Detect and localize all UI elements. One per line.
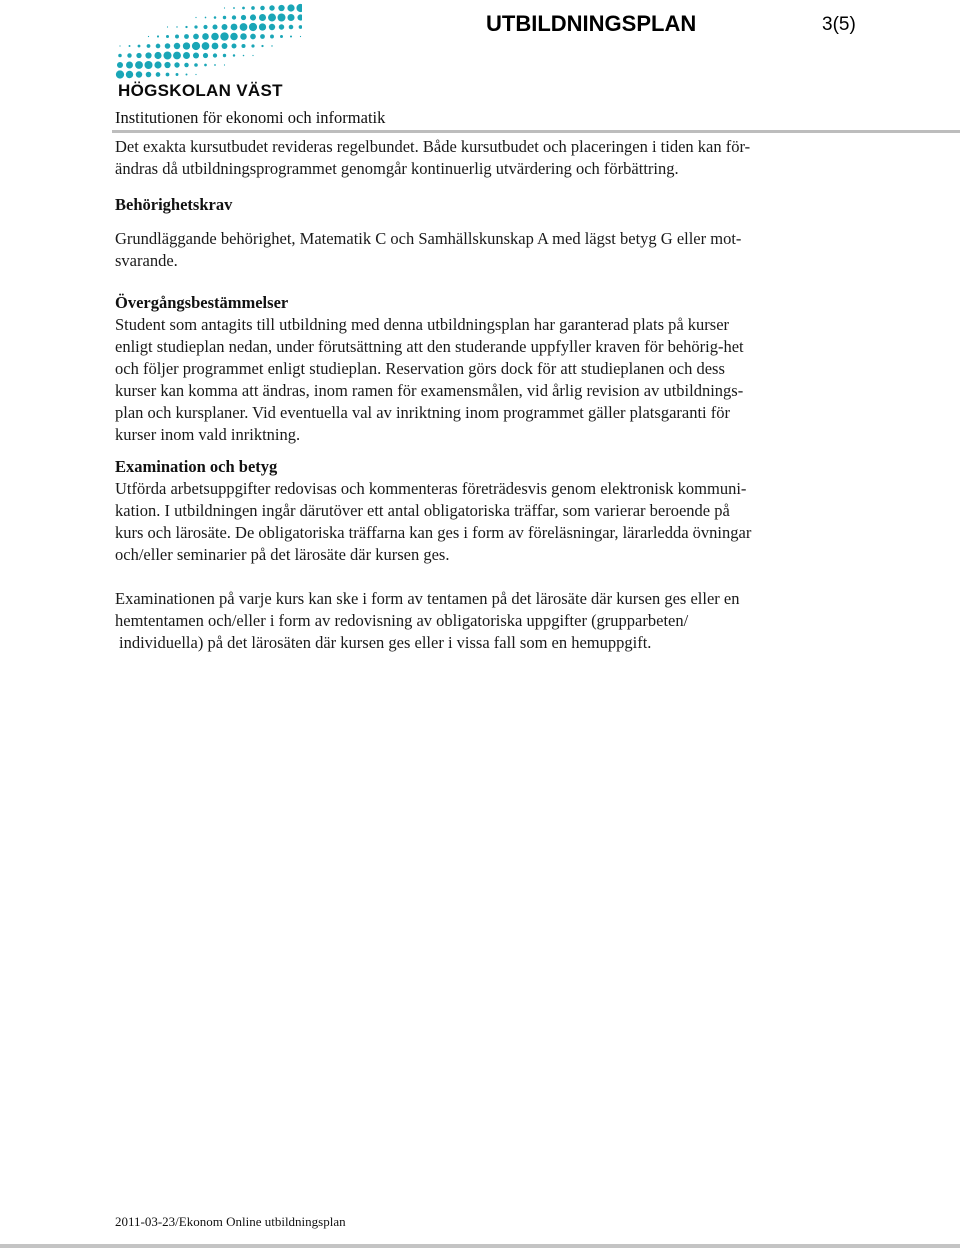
logo-dot — [243, 55, 245, 57]
logo-dot — [287, 4, 294, 11]
logo-dot — [127, 53, 131, 57]
logo-dot — [278, 14, 286, 22]
transition-line-3: och följer programmet enligt studieplan. Reservation görs dock för att studieplanen och dess — [115, 359, 725, 378]
footer-divider — [0, 1244, 960, 1248]
examination-p1-line-1: Utförda arbetsuppgifter redovisas och kommenteras företrädesvis genom elektronisk kommuni- — [115, 479, 747, 498]
logo-dot — [194, 63, 198, 67]
logo-dot — [232, 15, 236, 19]
logo-dot — [203, 25, 207, 29]
logo-dot — [126, 62, 133, 69]
logo-dot — [224, 7, 225, 8]
logo-dot — [259, 23, 266, 30]
logo-dot — [164, 62, 170, 68]
logo-dot — [129, 45, 131, 47]
transition-line-6: kurser inom vald inriktning. — [115, 425, 301, 444]
transition-heading: Övergångsbestämmelser — [115, 293, 289, 312]
logo-dot — [193, 52, 199, 58]
logo-dot — [252, 55, 253, 56]
examination-p1-line-4: och/eller seminarier på det lärosäte där kursen ges. — [115, 545, 450, 564]
footer-text: 2011-03-23/Ekonom Online utbildningsplan — [115, 1214, 346, 1229]
logo-dot — [117, 62, 123, 68]
transition-line-2: enligt studieplan nedan, under förutsättning att den studerande uppfyller kraven för behörig-het — [115, 337, 744, 356]
logo-dot — [270, 35, 274, 39]
logo-dot — [144, 61, 152, 69]
logo-dot — [297, 14, 302, 20]
logo-dot — [135, 61, 143, 69]
logo-dot — [287, 14, 294, 21]
examination-heading: Examination och betyg — [115, 457, 278, 476]
logo-dot — [290, 35, 292, 37]
logo-dot — [192, 42, 200, 50]
logo-dot — [193, 34, 199, 40]
logo-dot — [138, 45, 141, 48]
logo-dot — [214, 16, 217, 19]
logo-dot — [260, 6, 265, 11]
examination-section — [115, 456, 845, 654]
logo-dot — [213, 53, 217, 57]
logo-dot — [157, 35, 159, 37]
logo-dot — [156, 44, 161, 49]
logo-dot — [184, 63, 188, 67]
logo-dot — [126, 71, 133, 78]
logo-dot — [176, 26, 177, 27]
logo-dot — [241, 15, 246, 20]
examination-p1-line-2: kation. I utbildningen ingår därutöver ett antal obligatoriska träffar, som varierar beroende på — [115, 501, 730, 520]
examination-p2-line-3: individuella) på det lärosäten där kursen ges eller i vissa fall som en hemuppgift. — [119, 633, 652, 652]
logo-dot — [250, 14, 256, 20]
page-number: 3(5) — [822, 14, 856, 35]
logo-dot — [296, 4, 302, 12]
logo-dots-graphic — [114, 2, 302, 82]
logo-dot — [232, 44, 237, 49]
logo-dot — [300, 36, 301, 37]
logo-dot — [249, 23, 257, 31]
logo-dot — [204, 64, 207, 67]
logo-dot — [240, 23, 248, 31]
logo-dot — [194, 25, 197, 28]
logo-dot — [240, 33, 247, 40]
logo-dot — [250, 34, 256, 40]
logo-dot — [251, 6, 255, 10]
logo-dot — [116, 70, 124, 78]
logo-dot — [195, 74, 196, 75]
logo-dot — [165, 43, 171, 49]
logo-dot — [148, 36, 149, 37]
logo-dot — [146, 72, 152, 78]
examination-p2-line-2: hemtentamen och/eller i form av redovisning av obligatoriska uppgifter (grupparbeten/ — [115, 611, 689, 630]
logo-dot — [259, 14, 266, 21]
logo-dot — [156, 72, 161, 77]
eligibility-line-2: svarande. — [115, 251, 178, 270]
logo-dot — [203, 53, 208, 58]
logo-dot — [136, 53, 141, 58]
logo-dot — [242, 7, 245, 10]
logo-dot — [269, 5, 274, 10]
logo-dot — [175, 35, 179, 39]
logo-dot — [211, 33, 219, 41]
examination-p1-line-3: kurs och lärosäte. De obligatoriska träffarna kan ges i form av föreläsningar, lärarledda övningar — [115, 523, 752, 542]
document-title: UTBILDNINGSPLAN — [486, 11, 697, 36]
intro-section — [115, 136, 845, 180]
transition-section — [115, 292, 845, 446]
eligibility-heading: Behörighetskrav — [115, 195, 233, 214]
transition-line-1: Student som antagits till utbildning med denna utbildningsplan har garanterad plats på kurser — [115, 315, 730, 334]
header-divider — [112, 130, 960, 133]
logo-dot — [280, 35, 283, 38]
logo-dot — [231, 24, 238, 31]
logo-dot — [183, 42, 190, 49]
logo-dot — [261, 45, 263, 47]
logo-dot — [185, 26, 187, 28]
logo-dot — [195, 17, 196, 18]
logo-dot — [186, 74, 188, 76]
logo-dot — [212, 24, 217, 29]
logo-dot — [271, 45, 272, 46]
logo-dot — [241, 44, 245, 48]
logo-dot — [163, 51, 171, 59]
logo-dot — [289, 25, 294, 30]
eligibility-line-1: Grundläggande behörighet, Matematik C och Samhällskunskap A med lägst betyg G eller mot- — [115, 229, 742, 248]
logo-dot — [166, 73, 170, 77]
logo-dot — [251, 44, 254, 47]
transition-line-4: kurser kan komma att ändras, inom ramen för examensmålen, vid årlig revision av utbildnings- — [115, 381, 744, 400]
document-body — [115, 136, 845, 654]
logo-dot — [167, 26, 168, 27]
logo-text: HÖGSKOLAN VÄST — [118, 81, 283, 100]
logo-dot — [147, 44, 151, 48]
intro-line-1: Det exakta kursutbudet revideras regelbundet. Både kursutbudet och placeringen i tiden kan för- — [115, 137, 751, 156]
logo-dot — [223, 16, 226, 19]
logo-dot — [268, 14, 276, 22]
logo-dot — [222, 43, 228, 49]
logo-dot — [233, 7, 235, 9]
logo-dot — [279, 24, 284, 29]
logo-dot — [176, 73, 179, 76]
logo-dot — [260, 34, 265, 39]
logo-dot — [233, 54, 235, 56]
logo-dot — [184, 34, 189, 39]
transition-line-5: plan och kursplaner. Vid eventuella val av inriktning inom programmet gäller platsgaranti för — [115, 403, 730, 422]
logo-dot — [118, 54, 122, 58]
logo-dot — [299, 25, 302, 29]
logo-dot — [174, 43, 180, 49]
eligibility-section — [115, 194, 845, 272]
logo-dot — [202, 33, 209, 40]
logo-dot — [224, 64, 225, 65]
logo-dot — [183, 52, 190, 59]
logo-dot — [214, 64, 216, 66]
logo-dot — [145, 52, 151, 58]
logo-dot — [222, 24, 228, 30]
logo-dot — [230, 33, 237, 40]
logo-dot — [223, 54, 226, 57]
examination-p2-line-1: Examinationen på varje kurs kan ske i form av tentamen på det lärosäte där kursen ges eller en — [115, 589, 740, 608]
logo-dot — [220, 32, 228, 40]
department-name: Institutionen för ekonomi och informatik — [115, 108, 386, 127]
logo-dot — [136, 71, 142, 77]
logo-dot — [154, 52, 161, 59]
logo-dot — [269, 24, 275, 30]
university-logo — [114, 2, 302, 102]
logo-dot — [173, 52, 181, 60]
logo-dot — [154, 61, 161, 68]
intro-line-2: ändras då utbildningsprogrammet genomgår kontinuerlig utvärdering och förbättring. — [115, 159, 679, 178]
logo-dot — [119, 45, 120, 46]
logo-dot — [166, 35, 169, 38]
logo-dot — [202, 42, 210, 50]
logo-dot — [278, 5, 284, 11]
logo-dot — [205, 17, 207, 19]
logo-dot — [212, 43, 219, 50]
logo-dot — [174, 62, 179, 67]
